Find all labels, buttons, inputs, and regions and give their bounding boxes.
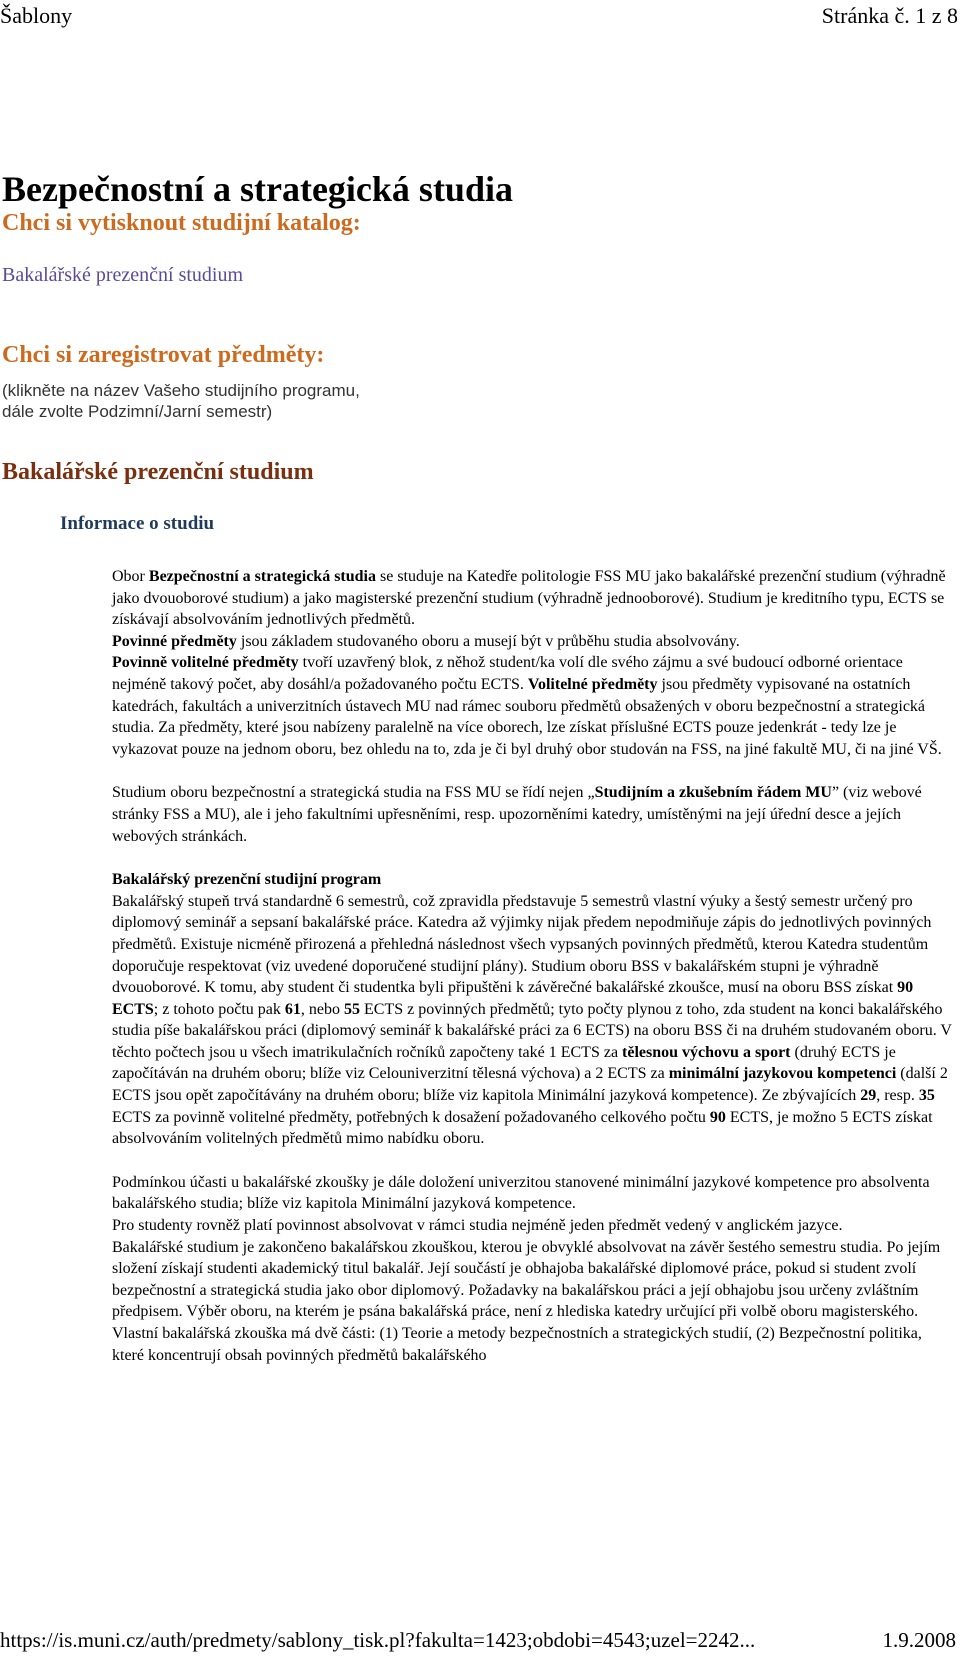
- text: ” (viz webové stránky FSS a MU), ale i jeho fakultními upřesněními, resp. upozorněními katedry, umístěnými na její úřední desce a jejích webových stránkách.: [112, 784, 922, 845]
- bold-text: Volitelné předměty: [527, 675, 658, 693]
- instructions-line-1: (klikněte na název Vašeho studijního programu,: [2, 381, 360, 400]
- bold-text: Povinné předměty: [112, 632, 237, 650]
- page-title: Bezpečnostní a strategická studia: [2, 169, 513, 209]
- page-counter: Stránka č. 1 z 8: [821, 3, 958, 28]
- text: (druhý ECTS je započítáván na druhém oboru; blíže viz Celouniverzitní tělesná výchova) a 2 ECTS za: [112, 1043, 896, 1083]
- bold-text: 90 ECTS: [112, 979, 914, 1018]
- print-date: 1.9.2008: [882, 1628, 956, 1652]
- text: Bakalářský stupeň trvá standardně 6 semestrů, což zpravidla představuje 5 semestrů vlastní výuky a šestý semestr určený pro diplomový seminář a sepsaní bakalářské práce. Katedra až výjimky nijak předem nepodmiňuje zápis do jednotlivých povinných předmětů. Existuje nicméně přirozená a přehledná následnost všech vypsaných povinných předmětů, kterou Katedra studentům doporučuje respektovat (viz uvedené doporučené studijní plány). Studium oboru BSS v bakalářském stupni je výhradně dvouoborové. K tomu, aby student či studentka byli připuštěni k závěrečné bakalářské zkoušce, musí na oboru BSS získat: [112, 892, 932, 997]
- text: , resp.: [876, 1087, 919, 1105]
- bold-text: Povinně volitelné předměty: [112, 654, 299, 672]
- print-footer: [0, 1626, 958, 1656]
- catalog-link[interactable]: Bakalářské prezenční studium: [2, 264, 244, 286]
- bold-text: 55: [344, 1000, 360, 1018]
- bold-text: Studijním a zkušebním řádem MU: [594, 784, 832, 802]
- text: ; z tohoto počtu pak: [153, 1000, 285, 1018]
- text: Pro studenty rovněž platí povinnost absolvovat v rámci studia nejméně jeden předmět vedený v anglickém jazyce.: [112, 1217, 843, 1235]
- text: Bakalářské studium je zakončeno bakalářskou zkouškou, kterou je obvyklé absolvovat na závěr šestého semestru studia. Po jejím složení získají studenti akademický titul bakalář. Její součástí je obhajoba bakalářské diplomové práce, pokud si student zvolí bezpečnostní a strategická studia jako obor diplomový. Požadavky na bakalářskou práci a její obhajobu jsou určeny zvláštním předpisem. Výběr oboru, na kterém je psána bakalářská práce, není z hlediska katedry určující při volbě oboru magisterského. Vlastní bakalářská zkouška má dvě části: (1) Teorie a metody bezpečnostních a strategických studií, (2) Bezpečnostní politika, které koncentrují obsah povinných předmětů bakalářského: [112, 1238, 941, 1364]
- register-heading: Chci si zaregistrovat předměty:: [2, 342, 325, 368]
- text: jsou základem studovaného oboru a musejí být v průběhu studia absolvovány.: [236, 632, 740, 650]
- info-heading: Informace o studiu: [60, 513, 215, 534]
- bold-text: 35: [918, 1087, 935, 1105]
- study-info-content: [112, 566, 952, 1366]
- bold-text: 29: [860, 1087, 877, 1105]
- instructions: [2, 380, 360, 422]
- text: ECTS, je možno 5 ECTS získat absolvováním volitelných předmětů mimo nabídku oboru.: [112, 1108, 933, 1148]
- bold-text: Bezpečnostní a strategická studia: [148, 568, 376, 585]
- text: (další 2 ECTS jsou opět započítávány na druhém oboru; blíže viz kapitola Minimální jazyková kompetence). Ze zbývajících: [112, 1065, 948, 1105]
- bold-text: minimální jazykovou kompetenci: [668, 1065, 897, 1083]
- text: Studium oboru bezpečnostní a strategická studia na FSS MU se řídí nejen „: [112, 784, 595, 802]
- paragraph-exam: [112, 1172, 952, 1366]
- bold-text: 61: [284, 1000, 301, 1018]
- print-header-title: Šablony: [0, 3, 73, 28]
- text: , nebo: [300, 1000, 344, 1018]
- text: ECTS za povinně volitelné předměty, potřebných k dosažení požadovaného celkového počtu: [112, 1108, 710, 1126]
- bold-text: 90: [709, 1108, 726, 1126]
- paragraph-overview: [112, 566, 952, 760]
- text: Obor: [112, 568, 149, 585]
- programme-link[interactable]: Bakalářské prezenční studium: [2, 459, 314, 485]
- paragraph-rules: [112, 782, 952, 847]
- print-header: [0, 2, 958, 32]
- paragraph-bachelor-programme: [112, 869, 952, 1150]
- catalog-heading: Chci si vytisknout studijní katalog:: [2, 210, 361, 236]
- text: tvoří uzavřený blok, z něhož student/ka volí dle svého zájmu a své budoucí odborné orientace nejméně takový počet, aby dosáhl/a požadovaného počtu ECTS.: [112, 654, 903, 693]
- text: Podmínkou účasti u bakalářské zkoušky je dále doložení univerzitou stanovené minimální jazykové kompetence pro absolventa bakalářského studia; blíže viz kapitola Minimální jazyková kompetence.: [112, 1173, 930, 1213]
- page-url: https://is.muni.cz/auth/predmety/sablony_tisk.pl?fakulta=1423;obdobi=4543;uzel=2242...: [0, 1628, 756, 1652]
- section-heading: Bakalářský prezenční studijní program: [112, 871, 382, 889]
- text: ECTS z povinných předmětů; tyto počty plynou z toho, zda student na konci bakalářského studia píše bakalářskou práci (diplomový seminář k bakalářské práci za 6 ECTS) na oboru BSS či na druhém studovaném oboru. V těchto počtech jsou u všech imatrikulačních ročníků započteny také 1 ECTS za: [112, 1000, 952, 1061]
- text: jsou předměty vypisované na ostatních katedrách, fakultách a univerzitních ústavech MU nad rámec souboru předmětů obsažených v oboru bezpečnostní a strategická studia. Za předměty, které jsou nabízeny paralelně na více oborech, lze získat příslušné ECTS pouze jedenkrát - tedy lze je vykazovat pouze na jednom oboru, bez ohledu na to, zda je či byl druhý obor studován na FSS, na jiné fakultě MU, či na jiné VŠ.: [112, 675, 942, 758]
- text: se studuje na Katedře politologie FSS MU jako bakalářské prezenční studium (výhradně jako dvouoborové studium) a jako magisterské prezenční studium (výhradně jednooborové). Studium je kreditního typu, ECTS se získávají absolvováním jednotlivých předmětů.: [112, 568, 946, 629]
- instructions-line-2: dále zvolte Podzimní/Jarní semestr): [2, 402, 273, 421]
- bold-text: tělesnou výchovu a sport: [622, 1043, 791, 1061]
